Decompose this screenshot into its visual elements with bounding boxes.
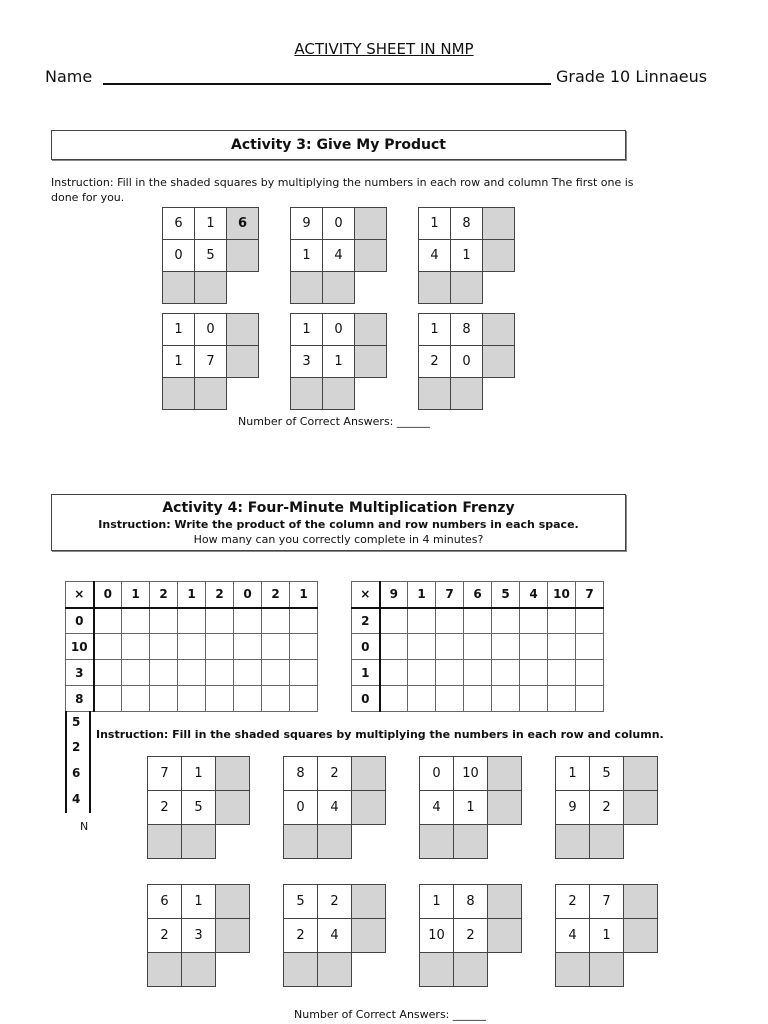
table-corner-symbol: ×	[66, 582, 94, 608]
table-row-header: 6	[72, 766, 81, 780]
puzzle-number-cell: 1	[418, 313, 451, 346]
puzzle-number-cell: 8	[450, 207, 483, 240]
puzzle-number-cell: 6	[162, 207, 195, 240]
table-row-header: 8	[66, 686, 94, 712]
table-answer-cell[interactable]	[548, 634, 576, 660]
puzzle-answer-cell[interactable]	[487, 790, 522, 825]
puzzle-answer-cell[interactable]	[487, 756, 522, 791]
table-answer-cell[interactable]	[234, 660, 262, 686]
puzzle-number-cell: 2	[147, 918, 182, 953]
table-answer-cell[interactable]	[408, 608, 436, 634]
table-answer-cell[interactable]	[548, 686, 576, 712]
table-answer-cell[interactable]	[290, 686, 318, 712]
puzzle-answer-cell[interactable]	[623, 790, 658, 825]
puzzle-number-cell: 1	[453, 790, 488, 825]
table-answer-cell[interactable]	[234, 608, 262, 634]
puzzle-answer-cell[interactable]	[589, 952, 624, 987]
table-answer-cell[interactable]	[576, 660, 604, 686]
puzzle-number-cell: 1	[555, 756, 590, 791]
table-answer-cell[interactable]	[520, 634, 548, 660]
puzzle-answer-cell[interactable]	[283, 952, 318, 987]
table-answer-cell[interactable]	[492, 634, 520, 660]
puzzle-number-cell: 6	[147, 884, 182, 919]
puzzle-answer-cell[interactable]	[487, 884, 522, 919]
table-answer-cell[interactable]	[436, 634, 464, 660]
table-answer-cell[interactable]	[122, 660, 150, 686]
puzzle-answer-cell[interactable]	[589, 824, 624, 859]
puzzle-answer-cell[interactable]	[418, 377, 451, 410]
puzzle-number-cell: 1	[181, 884, 216, 919]
table-answer-cell[interactable]	[436, 608, 464, 634]
puzzle-number-cell: 0	[419, 756, 454, 791]
activity4-instruction: Instruction: Write the product of the column and row numbers in each space.	[98, 518, 579, 531]
table-answer-cell[interactable]	[464, 660, 492, 686]
puzzle-answer-cell[interactable]	[419, 824, 454, 859]
puzzle-answer-cell[interactable]	[482, 207, 515, 240]
puzzle-number-cell: 0	[162, 239, 195, 272]
table-column-header: 7	[576, 582, 604, 608]
puzzle-answer-cell[interactable]	[215, 918, 250, 953]
table-answer-cell[interactable]	[178, 608, 206, 634]
puzzle-number-cell: 2	[589, 790, 624, 825]
puzzle-answer-cell[interactable]	[317, 952, 352, 987]
table-answer-cell[interactable]	[520, 608, 548, 634]
table-answer-cell[interactable]	[206, 634, 234, 660]
puzzle-number-cell: 9	[555, 790, 590, 825]
puzzle-number-cell: 2	[147, 790, 182, 825]
puzzle-answer-cell[interactable]	[226, 239, 259, 272]
puzzle-number-cell: 2	[317, 756, 352, 791]
page-title: ACTIVITY SHEET IN NMP	[294, 40, 474, 58]
table-answer-cell[interactable]	[206, 660, 234, 686]
puzzle-answer-cell[interactable]	[290, 271, 323, 304]
activity3-title-box	[51, 130, 626, 160]
puzzle-number-cell: 1	[162, 313, 195, 346]
puzzle-answer-cell[interactable]	[147, 952, 182, 987]
puzzle-answer-cell[interactable]	[482, 239, 515, 272]
table-answer-cell[interactable]	[408, 686, 436, 712]
puzzle-number-cell: 4	[317, 918, 352, 953]
puzzle-number-cell: 1	[181, 756, 216, 791]
table-column-header: 2	[150, 582, 178, 608]
table-answer-cell[interactable]	[492, 660, 520, 686]
table-answer-cell[interactable]	[290, 634, 318, 660]
table-column-header: 4	[520, 582, 548, 608]
table-answer-cell[interactable]	[150, 634, 178, 660]
table-answer-cell[interactable]	[548, 608, 576, 634]
table-answer-cell[interactable]	[150, 660, 178, 686]
puzzle-answer-cell[interactable]: 6	[226, 207, 259, 240]
table-answer-cell[interactable]	[122, 686, 150, 712]
puzzle-number-cell: 0	[322, 207, 355, 240]
puzzle-answer-cell[interactable]	[354, 345, 387, 378]
puzzle-number-cell: 1	[322, 345, 355, 378]
activity3-title: Activity 3: Give My Product	[231, 137, 446, 153]
table-answer-cell[interactable]	[122, 634, 150, 660]
puzzle-answer-cell[interactable]	[351, 918, 386, 953]
puzzle-answer-cell[interactable]	[623, 756, 658, 791]
puzzle-answer-cell[interactable]	[215, 790, 250, 825]
puzzle-answer-cell[interactable]	[290, 377, 323, 410]
table-answer-cell[interactable]	[206, 608, 234, 634]
puzzle-answer-cell[interactable]	[453, 824, 488, 859]
activity3-score: Number of Correct Answers: ______	[238, 415, 430, 428]
table-answer-cell[interactable]	[464, 608, 492, 634]
table-answer-cell[interactable]	[94, 634, 122, 660]
table-answer-cell[interactable]	[492, 686, 520, 712]
table1-extra-border	[65, 711, 91, 813]
puzzle-number-cell: 7	[194, 345, 227, 378]
table-answer-cell[interactable]	[380, 660, 408, 686]
multiplication-table-1	[65, 581, 318, 712]
table-answer-cell[interactable]	[380, 686, 408, 712]
table-column-header: 1	[290, 582, 318, 608]
puzzle-answer-cell[interactable]	[226, 313, 259, 346]
puzzle-number-cell: 1	[162, 345, 195, 378]
table-row-header: 0	[66, 608, 94, 634]
table-answer-cell[interactable]	[262, 686, 290, 712]
puzzle-answer-cell[interactable]	[215, 756, 250, 791]
puzzle-number-cell: 0	[283, 790, 318, 825]
table-row-header: 2	[72, 740, 81, 754]
table-answer-cell[interactable]	[576, 686, 604, 712]
name-label: Name	[45, 67, 93, 86]
puzzle-number-cell: 4	[322, 239, 355, 272]
table-column-header: 5	[492, 582, 520, 608]
puzzle-number-cell: 3	[181, 918, 216, 953]
table-column-header: 0	[234, 582, 262, 608]
puzzle-answer-cell[interactable]	[623, 918, 658, 953]
table-answer-cell[interactable]	[464, 634, 492, 660]
puzzle-answer-cell[interactable]	[450, 377, 483, 410]
table-answer-cell[interactable]	[492, 608, 520, 634]
activity4-subinstruction: How many can you correctly complete in 4 minutes?	[193, 533, 484, 546]
puzzle-answer-cell[interactable]	[354, 207, 387, 240]
puzzle-answer-cell[interactable]	[181, 952, 216, 987]
table-column-header: 9	[380, 582, 408, 608]
multiplication-table-2	[351, 581, 604, 712]
table-row-header: 4	[72, 792, 81, 806]
puzzle-number-cell: 8	[283, 756, 318, 791]
puzzle-number-cell: 2	[317, 884, 352, 919]
table-answer-cell[interactable]	[464, 686, 492, 712]
puzzle-answer-cell[interactable]	[162, 271, 195, 304]
puzzle-number-cell: 1	[290, 313, 323, 346]
table-answer-cell[interactable]	[436, 660, 464, 686]
table-column-header: 7	[436, 582, 464, 608]
puzzle-number-cell: 0	[322, 313, 355, 346]
table-answer-cell[interactable]	[234, 634, 262, 660]
table-row-header: 10	[66, 634, 94, 660]
puzzle-answer-cell[interactable]	[623, 884, 658, 919]
puzzle-number-cell: 4	[317, 790, 352, 825]
table-column-header: 1	[178, 582, 206, 608]
puzzle-number-cell: 4	[555, 918, 590, 953]
table-corner-symbol: ×	[352, 582, 380, 608]
puzzle-answer-cell[interactable]	[317, 824, 352, 859]
table-answer-cell[interactable]	[380, 634, 408, 660]
puzzle-number-cell: 2	[418, 345, 451, 378]
puzzle-answer-cell[interactable]	[194, 377, 227, 410]
puzzle-answer-cell[interactable]	[147, 824, 182, 859]
table-answer-cell[interactable]	[262, 660, 290, 686]
table-answer-cell[interactable]	[94, 608, 122, 634]
table-answer-cell[interactable]	[520, 686, 548, 712]
table-column-header: 0	[94, 582, 122, 608]
table-answer-cell[interactable]	[178, 660, 206, 686]
puzzle-number-cell: 1	[194, 207, 227, 240]
puzzle-answer-cell[interactable]	[351, 790, 386, 825]
puzzle-number-cell: 9	[290, 207, 323, 240]
table-answer-cell[interactable]	[380, 608, 408, 634]
puzzle-answer-cell[interactable]	[555, 824, 590, 859]
puzzle-number-cell: 1	[450, 239, 483, 272]
activity4-title-box	[51, 494, 626, 551]
table-answer-cell[interactable]	[206, 686, 234, 712]
table-answer-cell[interactable]	[150, 686, 178, 712]
puzzle-number-cell: 3	[290, 345, 323, 378]
puzzle-number-cell: 5	[181, 790, 216, 825]
table-answer-cell[interactable]	[150, 608, 178, 634]
table-answer-cell[interactable]	[548, 660, 576, 686]
name-blank[interactable]	[103, 83, 551, 85]
puzzle-answer-cell[interactable]	[283, 824, 318, 859]
puzzle-answer-cell[interactable]	[487, 918, 522, 953]
puzzle-answer-cell[interactable]	[226, 345, 259, 378]
table-column-header: 1	[408, 582, 436, 608]
table-answer-cell[interactable]	[436, 686, 464, 712]
table-row-header: 0	[352, 686, 380, 712]
table-answer-cell[interactable]	[178, 686, 206, 712]
activity4-score: Number of Correct Answers: ______	[294, 1008, 486, 1021]
instruction2-text: Instruction: Fill in the shaded squares by multiplying the numbers in each row and column.	[96, 728, 664, 741]
table-column-header: 10	[548, 582, 576, 608]
puzzle-number-cell: 5	[283, 884, 318, 919]
puzzle-number-cell: 2	[555, 884, 590, 919]
puzzle-number-cell: 10	[419, 918, 454, 953]
puzzle-number-cell: 1	[419, 884, 454, 919]
puzzle-number-cell: 7	[589, 884, 624, 919]
table-answer-cell[interactable]	[122, 608, 150, 634]
activity4-title: Activity 4: Four-Minute Multiplication Frenzy	[162, 500, 515, 516]
puzzle-number-cell: 5	[194, 239, 227, 272]
puzzle-number-cell: 1	[589, 918, 624, 953]
puzzle-number-cell: 8	[453, 884, 488, 919]
table-row-header: 5	[72, 715, 81, 729]
puzzle-answer-cell[interactable]	[555, 952, 590, 987]
table-answer-cell[interactable]	[262, 608, 290, 634]
puzzle-answer-cell[interactable]	[194, 271, 227, 304]
grade-label: Grade 10 Linnaeus	[556, 67, 708, 86]
table-answer-cell[interactable]	[576, 608, 604, 634]
table-answer-cell[interactable]	[94, 660, 122, 686]
puzzle-answer-cell[interactable]	[450, 271, 483, 304]
activity4-instruction2	[96, 727, 664, 742]
puzzle-answer-cell[interactable]	[419, 952, 454, 987]
puzzle-number-cell: 2	[453, 918, 488, 953]
puzzle-answer-cell[interactable]	[453, 952, 488, 987]
puzzle-answer-cell[interactable]	[354, 313, 387, 346]
puzzle-answer-cell[interactable]	[418, 271, 451, 304]
puzzle-number-cell: 8	[450, 313, 483, 346]
table-row-header: 2	[352, 608, 380, 634]
puzzle-answer-cell[interactable]	[215, 884, 250, 919]
puzzle-number-cell: 4	[419, 790, 454, 825]
stray-letter: N	[80, 820, 89, 833]
table-column-header: 1	[122, 582, 150, 608]
puzzle-answer-cell[interactable]	[482, 313, 515, 346]
table-row-header: 1	[352, 660, 380, 686]
table-answer-cell[interactable]	[234, 686, 262, 712]
table-answer-cell[interactable]	[178, 634, 206, 660]
table-column-header: 6	[464, 582, 492, 608]
puzzle-answer-cell[interactable]	[322, 271, 355, 304]
puzzle-number-cell: 0	[450, 345, 483, 378]
table-answer-cell[interactable]	[408, 634, 436, 660]
table-answer-cell[interactable]	[94, 686, 122, 712]
puzzle-number-cell: 5	[589, 756, 624, 791]
puzzle-number-cell: 1	[418, 207, 451, 240]
activity3-instruction: Instruction: Fill in the shaded squares by multiplying the numbers in each row and column The first one is done for you.	[51, 176, 634, 204]
puzzle-number-cell: 10	[453, 756, 488, 791]
puzzle-answer-cell[interactable]	[354, 239, 387, 272]
table-answer-cell[interactable]	[408, 660, 436, 686]
table-answer-cell[interactable]	[520, 660, 548, 686]
table-answer-cell[interactable]	[262, 634, 290, 660]
puzzle-number-cell: 7	[147, 756, 182, 791]
puzzle-number-cell: 2	[283, 918, 318, 953]
puzzle-answer-cell[interactable]	[322, 377, 355, 410]
table-answer-cell[interactable]	[290, 660, 318, 686]
table-row-header: 3	[66, 660, 94, 686]
table-column-header: 2	[206, 582, 234, 608]
table-answer-cell[interactable]	[290, 608, 318, 634]
puzzle-answer-cell[interactable]	[351, 884, 386, 919]
puzzle-answer-cell[interactable]	[482, 345, 515, 378]
table-answer-cell[interactable]	[576, 634, 604, 660]
puzzle-answer-cell[interactable]	[162, 377, 195, 410]
puzzle-answer-cell[interactable]	[351, 756, 386, 791]
table-column-header: 2	[262, 582, 290, 608]
table-row-header: 0	[352, 634, 380, 660]
puzzle-number-cell: 1	[290, 239, 323, 272]
puzzle-number-cell: 0	[194, 313, 227, 346]
puzzle-number-cell: 4	[418, 239, 451, 272]
puzzle-answer-cell[interactable]	[181, 824, 216, 859]
